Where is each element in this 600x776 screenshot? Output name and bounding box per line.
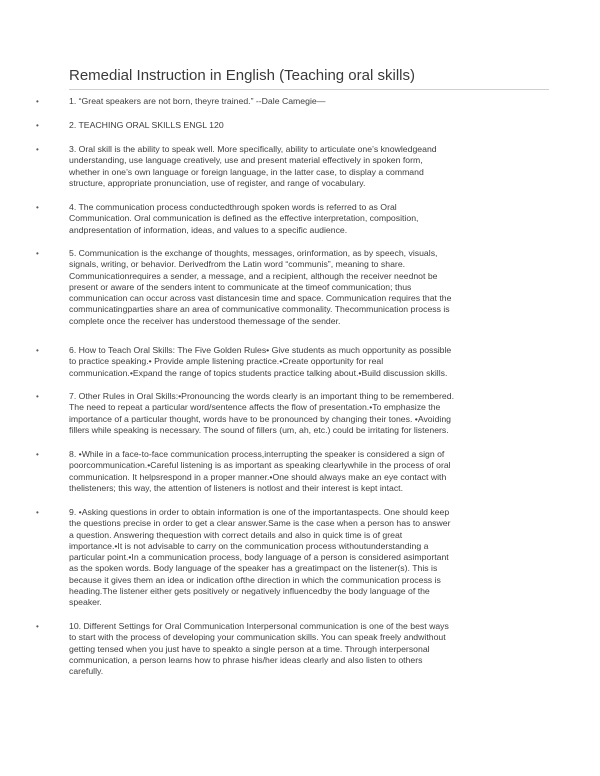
text-line: importance.•It is not advisable to carry on the communication process withoutunderstanding a: [69, 540, 429, 551]
text-line: 7. Other Rules in Oral Skills:•Pronouncing the words clearly is an important thing to be remembered.: [69, 391, 454, 401]
text-line: The need to repeat a particular word/sentence affects the flow of presentation.•To emphasize the: [69, 402, 441, 413]
bullet-marker: •: [36, 121, 39, 130]
text-line: the questions precise in order to get a clear answer.Same is the case when a person has to answer: [69, 518, 451, 529]
text-line: carefully.: [69, 666, 104, 677]
text-line: communication. It helpsrespond in a proper manner.•One should always make an eye contact with: [69, 471, 447, 482]
list-item-text: [69, 248, 531, 327]
text-line: to start with the process of developing your communication skills. You can speak freely andwithout: [69, 632, 446, 643]
list-item-text: [69, 621, 531, 677]
list-item-text: [69, 507, 531, 609]
text-line: 8. •While in a face-to-face communication process,interrupting the speaker is considered a sign of: [69, 449, 445, 459]
list-item: [0, 449, 600, 507]
list-item: [0, 96, 600, 120]
list-item-text: [69, 202, 531, 236]
bullet-marker: •: [36, 392, 39, 401]
text-line: Communicationrequires a sender, a message, and a recipient, although the receiver neednot be: [69, 270, 438, 281]
text-line: 4. The communication process conductedthrough spoken words is referred to as Oral: [69, 202, 397, 212]
text-line: as the spoken words. Body language of the speaker has a greatimpact on the listener(s). This is: [69, 563, 438, 574]
text-line: 6. How to Teach Oral Skills: The Five Golden Rules• Give students as much opportunity as possible: [69, 345, 452, 355]
text-line: 9. •Asking questions in order to obtain information is one of the importantaspects. One should keep: [69, 507, 450, 517]
text-line: structure, appropriate pronunciation, use of register, and range of vocabulary.: [69, 177, 366, 188]
text-line: complete once the receiver has understood themessage of the sender.: [69, 315, 341, 326]
list-item-text: [69, 449, 531, 494]
text-line: 5. Communication is the exchange of thoughts, messages, orinformation, as by speech, visuals,: [69, 248, 438, 258]
list-item: [0, 248, 600, 345]
list-item: [0, 120, 600, 144]
text-line: Communication. Oral communication is defined as the effective interpretation, composition,: [69, 213, 419, 224]
text-line: andpresentation of information, ideas, and values to a specific audience.: [69, 224, 348, 235]
bullet-marker: •: [36, 249, 39, 258]
text-line: whether in one’s own language or foreign language, in the latter case, to display a command: [69, 166, 424, 177]
text-line: communication.•Expand the range of topics students practice talking about.•Build discussion skills.: [69, 367, 448, 378]
text-line: fillers while speaking is necessary. The sound of fillers (um, ah, etc.) could be irritating for listeners.: [69, 424, 449, 435]
bullet-marker: •: [36, 450, 39, 459]
text-line: understanding, use language creatively, use and present material effectively in spoken form,: [69, 155, 423, 166]
list-item: [0, 391, 600, 449]
bullet-marker: •: [36, 145, 39, 154]
text-line: 3. Oral skill is the ability to speak well. More specifically, ability to articulate one’s knowledgeand: [69, 144, 437, 154]
list-item: [0, 345, 600, 391]
text-line: particular point.•In a communication process, body language of a person is considered asimportant: [69, 552, 449, 563]
bullet-marker: •: [36, 508, 39, 517]
bullet-list: [0, 96, 600, 681]
list-item: [0, 202, 600, 248]
bullet-marker: •: [36, 346, 39, 355]
text-line: heading.The listener either gets positively or negatively influencedby the body language of the: [69, 586, 430, 597]
list-item-text: [69, 391, 531, 436]
bullet-marker: •: [36, 622, 39, 631]
list-item-text: [69, 144, 531, 189]
text-line: a question. Answering thequestion with correct details and also in quick time is of great: [69, 529, 403, 540]
text-line: 1. “Great speakers are not born, theyre trained.” --Dale Camegie—: [69, 96, 326, 106]
bullet-marker: •: [36, 97, 39, 106]
text-line: communicatingparties share an area of communicative commonality. Thecommunication process is: [69, 304, 450, 315]
list-item-text: [69, 345, 531, 379]
text-line: getting tensed when you just have to speakto a single person at a time. Through interpersonal: [69, 643, 430, 654]
text-line: importance of a particular thought, words have to be pronounced by changing their tones. •Avoiding: [69, 413, 451, 424]
bullet-marker: •: [36, 203, 39, 212]
list-item-text: [69, 120, 531, 131]
list-item-text: [69, 96, 531, 107]
text-line: present or aware of the senders intent to communicate at the timeof communication; thus: [69, 281, 412, 292]
text-line: 2. TEACHING ORAL SKILLS ENGL 120: [69, 120, 224, 130]
text-line: poorcommunication.•Careful listening is as important as speaking clearlywhile in the process of oral: [69, 460, 451, 471]
list-item: [0, 507, 600, 621]
text-line: signals, writing, or behavior. Derivedfrom the Latin word “communis”, meaning to share.: [69, 259, 406, 270]
text-line: speaker.: [69, 597, 102, 608]
text-line: thelisteners; this way, the attention of listeners is notlost and their interest is kept intact.: [69, 482, 403, 493]
text-line: because it gives them an idea or indication ofthe direction in which the communication process is: [69, 574, 441, 585]
text-line: communication can occur across vast distancesin time and space. Communication requires that the: [69, 293, 452, 304]
text-line: 10. Different Settings for Oral Communication Interpersonal communication is one of the best ways: [69, 621, 449, 631]
list-item: [0, 621, 600, 681]
page-title: Remedial Instruction in English (Teaching oral skills): [69, 66, 549, 90]
text-line: communication, a person learns how to phrase his/her ideas clearly and also listen to others: [69, 654, 423, 665]
text-line: to practice speaking.• Provide ample listening practice.•Create opportunity for real: [69, 356, 384, 367]
list-item: [0, 144, 600, 202]
